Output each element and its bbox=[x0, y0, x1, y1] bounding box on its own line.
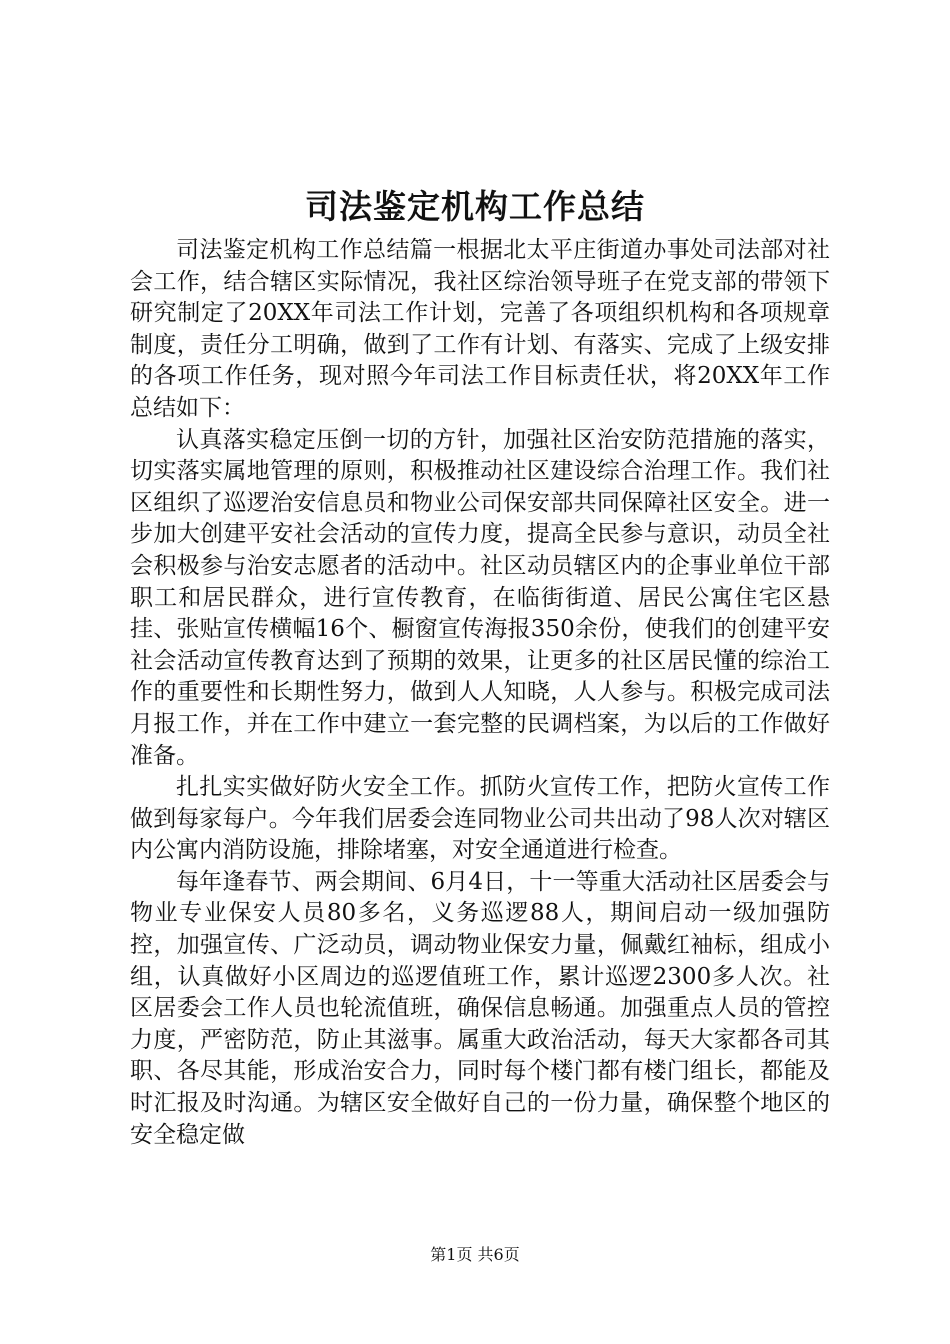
paragraph-patrol: 每年逢春节、两会期间、6月4日，十一等重大活动社区居委会与物业专业保安人员80多名，义务巡逻88人，期间启动一级加强防控，加强宣传、广泛动员，调动物业保安力量，佩戴红袖标，组成小组，认真做好小区周边的巡逻值班工作，累计巡逻2300多人次。社区居委会工作人员也轮流值班，确保信息畅通。加强重点人员的管控力度，严密防范，防止其滋事。属重大政治活动，每天大家都各司其职、各尽其能，形成治安合力，同时每个楼门都有楼门组长，都能及时汇报及时沟通。为辖区安全做好自己的一份力量，确保整个地区的安全稳定做 bbox=[130, 868, 830, 1148]
paragraph-fire-safety: 扎扎实实做好防火安全工作。抓防火宣传工作，把防火宣传工作做到每家每户。今年我们居委会连同物业公司共出动了98人次对辖区内公寓内消防设施，排除堵塞，对安全通道进行检查。 bbox=[130, 774, 830, 864]
page-number: 第1页 共6页 bbox=[430, 1245, 520, 1264]
document-body bbox=[130, 235, 830, 1151]
paragraph-security: 认真落实稳定压倒一切的方针，加强社区治安防范措施的落实，切实落实属地管理的原则，积极推动社区建设综合治理工作。我们社区组织了巡逻治安信息员和物业公司保安部共同保障社区安全。进一步加大创建平安社会活动的宣传力度，提高全民参与意识，动员全社会积极参与治安志愿者的活动中。社区动员辖区内的企事业单位干部职工和居民群众，进行宣传教育，在临街街道、居民公寓住宅区悬挂、张贴宣传横幅16个、橱窗宣传海报350余份，使我们的创建平安社会活动宣传教育达到了预期的效果，让更多的社区居民懂的综治工作的重要性和长期性努力，做到人人知晓，人人参与。积极完成司法月报工作，并在工作中建立一套完整的民调档案，为以后的工作做好准备。 bbox=[130, 426, 830, 769]
document-title: 司法鉴定机构工作总结 bbox=[305, 187, 645, 226]
paragraph-intro: 司法鉴定机构工作总结篇一根据北太平庄街道办事处司法部对社会工作，结合辖区实际情况，我社区综治领导班子在党支部的带领下研究制定了20XX年司法工作计划，完善了各项组织机构和各项规章制度，责任分工明确，做到了工作有计划、有落实、完成了上级安排的各项工作任务，现对照今年司法工作目标责任状，将20XX年工作总结如下： bbox=[130, 237, 830, 421]
